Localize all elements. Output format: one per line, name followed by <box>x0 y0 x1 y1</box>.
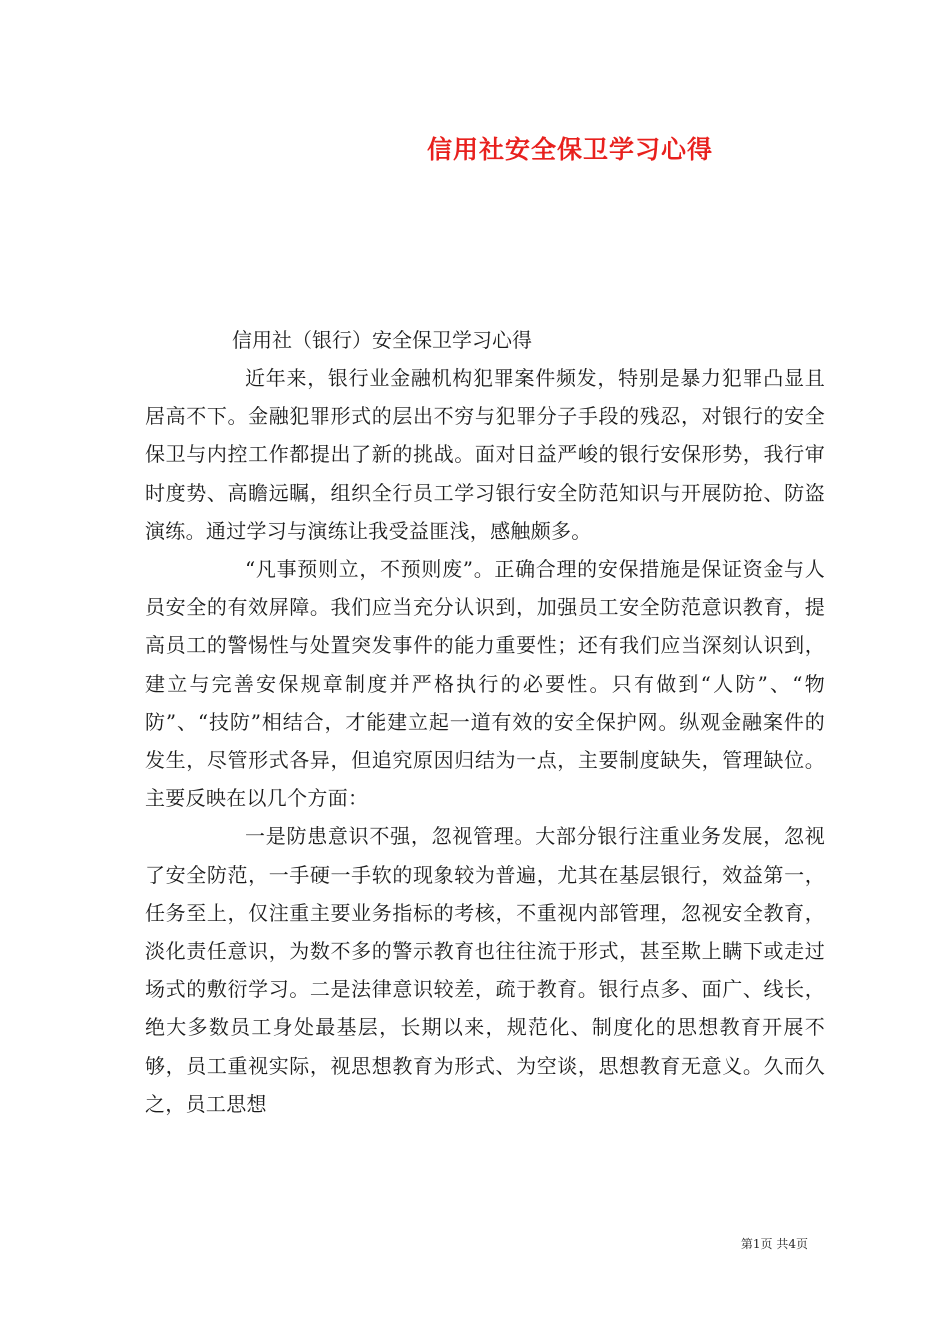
paragraph-3: 一是防患意识不强，忽视管理。大部分银行注重业务发展，忽视了安全防范，一手硬一手软的现象较为普遍，尤其在基层银行，效益第一，任务至上，仅注重主要业务指标的考核，不重视内部管理，忽视安全教育，淡化责任意识，为数不多的警示教育也往往流于形式，甚至欺上瞒下或走过场式的敷衍学习。二是法律意识较差，疏于教育。银行点多、面广、线长，绝大多数员工身处最基层，长期以来，规范化、制度化的思想教育开展不够，员工重视实际，视思想教育为形式、为空谈，思想教育无意义。久而久之，员工思想 <box>145 824 825 1116</box>
document-body <box>145 321 825 1123</box>
document-title: 信用社安全保卫学习心得 <box>426 135 713 164</box>
document-subtitle: 信用社（银行）安全保卫学习心得 <box>232 328 532 352</box>
page-number-footer: 第1页 共4页 <box>740 1237 808 1251</box>
paragraph-2: “凡事预则立，不预则废”。正确合理的安保措施是保证资金与人员安全的有效屏障。我们应当充分认识到，加强员工安全防范意识教育，提高员工的警惕性与处置突发事件的能力重要性；还有我们应当深刻认识到，建立与完善安保规章制度并严格执行的必要性。只有做到“人防”、“物防”、“技防”相结合，才能建立起一道有效的安全保护网。纵观金融案件的发生，尽管形式各异，但追究原因归结为一点，主要制度缺失，管理缺位。主要反映在以几个方面： <box>145 557 825 811</box>
paragraph-1: 近年来，银行业金融机构犯罪案件频发，特别是暴力犯罪凸显且居高不下。金融犯罪形式的层出不穷与犯罪分子手段的残忍，对银行的安全保卫与内控工作都提出了新的挑战。面对日益严峻的银行安保形势，我行审时度势、高瞻远瞩，组织全行员工学习银行安全防范知识与开展防抢、防盗演练。通过学习与演练让我受益匪浅，感触颇多。 <box>145 366 825 543</box>
